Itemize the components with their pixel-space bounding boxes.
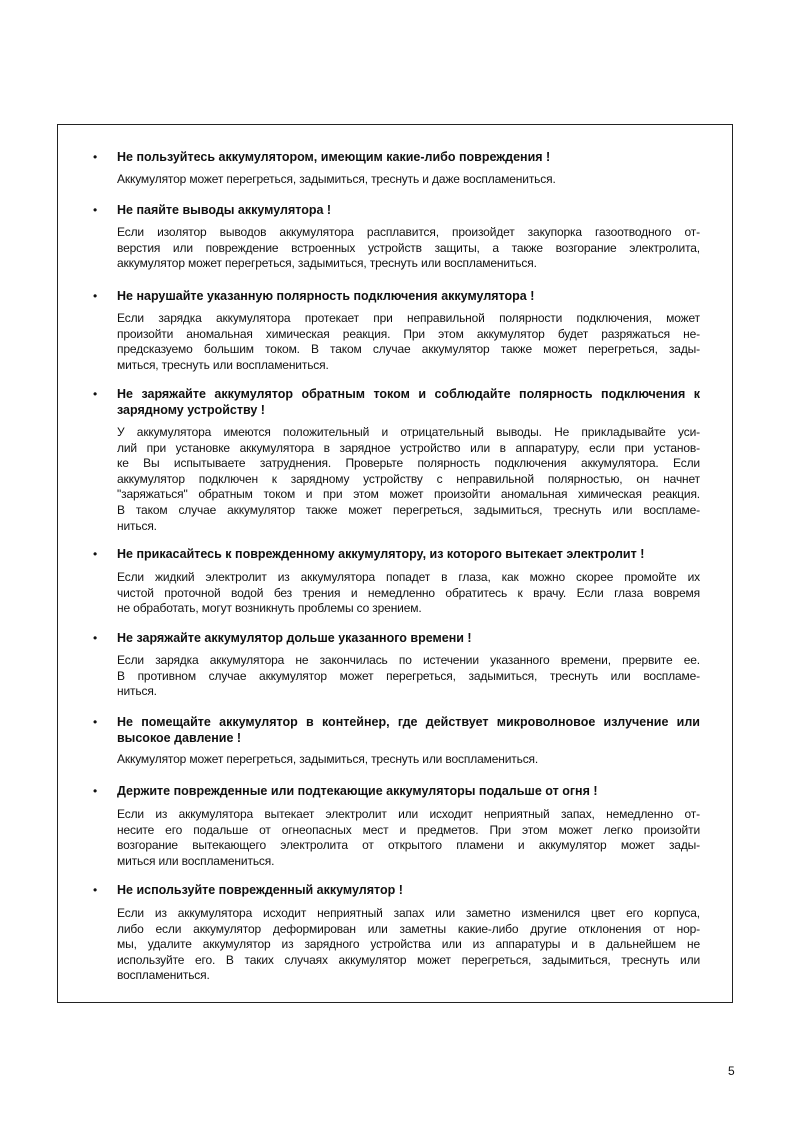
text-line: Если из аккумулятора вытекает электролит или исходит неприятный запах, немедленно от- (117, 807, 700, 821)
text-line: произойти аномальная химическая реакция. При этом аккумулятор будет разряжаться не- (117, 326, 700, 341)
warning-heading (117, 630, 700, 646)
warning-text (117, 425, 700, 534)
text-line: либо если аккумулятор деформирован или заметны какие-либо другие отклонения от нор- (117, 921, 700, 936)
heading-line: высокое давление ! (117, 731, 242, 745)
text-line: воспламениться. (117, 968, 210, 983)
warning-heading (117, 202, 700, 218)
text-line: верстия или повреждение встроенных устройств защиты, а также возгорание электролита, (117, 240, 700, 255)
heading-line: Не помещайте аккумулятор в контейнер, где действует микроволновое излучение или (117, 715, 700, 729)
warning-heading (117, 714, 700, 746)
text-line: предсказуемо большим током. В таком случае аккумулятор также может перегреться, зады- (117, 342, 700, 357)
text-line: аккумулятор может перегреться, задымиться, треснуть или воспламениться. (117, 256, 537, 271)
text-line: Если жидкий электролит из аккумулятора попадет в глаза, как можно скорее промойте их (117, 570, 700, 584)
text-line: миться или воспламениться. (117, 853, 275, 868)
heading-line: Не заряжайте аккумулятор дольше указанного времени ! (117, 631, 472, 645)
warning-heading (117, 386, 700, 418)
text-line: Если зарядка аккумулятора протекает при неправильной полярности подключения, может (117, 311, 700, 325)
heading-line: Не прикасайтесь к поврежденному аккумулятору, из которого вытекает электролит ! (117, 547, 645, 561)
warning-text (117, 225, 700, 272)
text-line: ниться. (117, 518, 157, 533)
bullet-icon: • (93, 387, 98, 401)
bullet-icon: • (93, 631, 98, 645)
warning-text (117, 653, 700, 700)
text-line: Аккумулятор может перегреться, задымиться, треснуть или воспламениться. (117, 752, 539, 766)
text-line: возгорание вытекающего электролита от открытого пламени и аккумулятор может зады- (117, 838, 700, 853)
text-line: чистой проточной водой без трения и немедленно обратитесь к врачу. Если глаза вовремя (117, 585, 700, 600)
text-line: используйте его. В таких случаях аккумулятор может перегреться, задымиться, треснуть или (117, 952, 700, 967)
warning-heading (117, 149, 700, 165)
heading-line: Не паяйте выводы аккумулятора ! (117, 203, 332, 217)
text-line: "заряжаться" обратным током и при этом может произойти аномальная химическая реакция. (117, 487, 700, 502)
warning-text (117, 172, 700, 188)
text-line: В таком случае аккумулятор также может перегреться, задымиться, треснуть или воспламе- (117, 502, 700, 517)
warning-text (117, 752, 700, 768)
bullet-icon: • (93, 883, 98, 897)
warning-heading (117, 288, 700, 304)
warning-text (117, 906, 700, 984)
text-line: мы, удалите аккумулятор из зарядного устройства или из аппаратуры и в дальнейшем не (117, 937, 700, 952)
warning-heading (117, 882, 700, 898)
text-line: У аккумулятора имеются положительный и отрицательный выводы. Не прикладывайте уси- (117, 425, 700, 439)
text-line: не обработать, могут возникнуть проблемы со зрением. (117, 601, 422, 616)
warning-heading (117, 546, 700, 562)
bullet-icon: • (93, 289, 98, 303)
text-line: Если изолятор выводов аккумулятора расплавится, произойдет закупорка газоотводного от- (117, 225, 700, 239)
text-line: лий при установке аккумулятора в зарядное устройство или в аппаратуру, если при установ- (117, 440, 700, 455)
heading-line: зарядному устройству ! (117, 403, 265, 417)
text-line: ке Вы испытываете затруднения. Проверьте полярность подключения аккумулятора. Если (117, 456, 700, 471)
text-line: Аккумулятор может перегреться, задымиться, треснуть и даже воспламениться. (117, 172, 556, 186)
text-line: Если из аккумулятора исходит неприятный запах или заметно изменился цвет его корпуса, (117, 906, 700, 920)
text-line: аккумулятор подключен к зарядному устройству с неправильной полярностью, он начнет (117, 471, 700, 486)
warning-text (117, 311, 700, 373)
warning-text (117, 807, 700, 869)
bullet-icon: • (93, 203, 98, 217)
heading-line: Не нарушайте указанную полярность подключения аккумулятора ! (117, 289, 535, 303)
bullet-icon: • (93, 784, 98, 798)
page-number: 5 (728, 1064, 735, 1078)
warning-heading (117, 783, 700, 799)
text-line: В противном случае аккумулятор может перегреться, задымиться, треснуть или воспламе- (117, 668, 700, 683)
heading-line: Не пользуйтесь аккумулятором, имеющим какие-либо повреждения ! (117, 150, 551, 164)
heading-line: Не используйте поврежденный аккумулятор ! (117, 883, 403, 897)
bullet-icon: • (93, 547, 98, 561)
text-line: Если зарядка аккумулятора не закончилась по истечении указанного времени, прервите ее. (117, 653, 700, 667)
text-line: миться, треснуть или воспламениться. (117, 357, 329, 372)
bullet-icon: • (93, 150, 98, 164)
text-line: несите его подальше от огнеопасных мест и предметов. При этом может легко произойти (117, 822, 700, 837)
bullet-icon: • (93, 715, 98, 729)
warning-text (117, 570, 700, 617)
heading-line: Не заряжайте аккумулятор обратным током и соблюдайте полярность подключения к (117, 387, 700, 401)
text-line: ниться. (117, 684, 157, 699)
heading-line: Держите поврежденные или подтекающие аккумуляторы подальше от огня ! (117, 784, 598, 798)
